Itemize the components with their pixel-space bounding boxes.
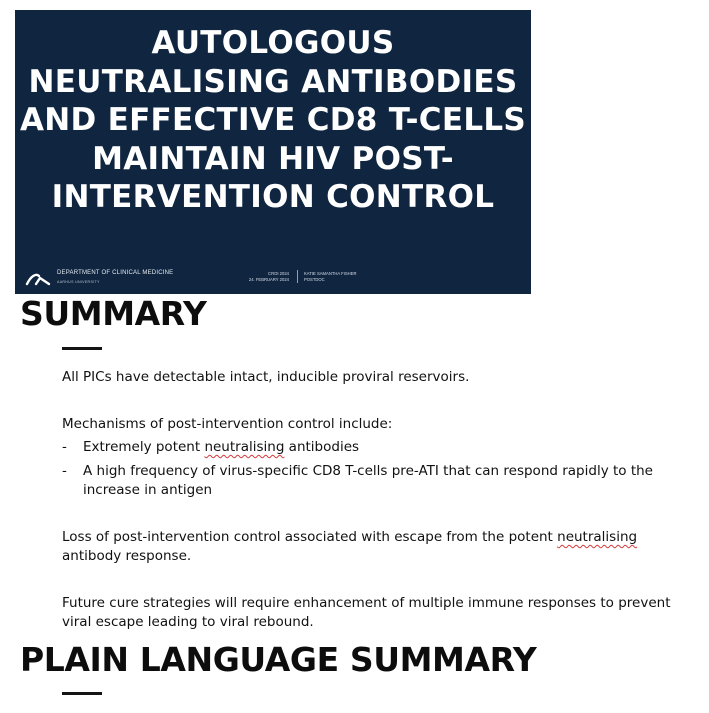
summary-heading: SUMMARY: [20, 294, 207, 333]
spellcheck-flagged-word: neutralising: [557, 529, 638, 545]
department-label: DEPARTMENT OF CLINICAL MEDICINE: [57, 270, 174, 276]
list-item: [62, 462, 697, 500]
mechanisms-list: [62, 438, 697, 505]
slide-title: AUTOLOGOUS NEUTRALISING ANTIBODIES AND EFFECTIVE CD8 T-CELLS MAINTAIN HIV POST- INTERVENTION CONTROL: [19, 25, 527, 215]
list-item: [62, 438, 697, 457]
paragraph-text-before: Loss of post-intervention control associated with escape from the potent: [62, 529, 558, 545]
summary-paragraph-future: Future cure strategies will require enhancement of multiple immune responses to prevent viral escape leading to viral rebound.: [62, 595, 671, 630]
bullet-text: A high frequency of virus-specific CD8 T-cells pre-ATI that can respond rapidly to the increase in antigen: [83, 463, 653, 498]
presenter-name: KATIE SAMANTHA FISHER: [304, 271, 357, 276]
spellcheck-flagged-word: neutralising: [204, 439, 285, 455]
conference-info: [249, 271, 289, 283]
bullet-dash: -: [62, 463, 67, 479]
slide-footer: [15, 269, 531, 289]
university-label: AARHUS UNIVERSITY: [57, 280, 100, 284]
bullet-dash: -: [62, 439, 67, 455]
presenter-role: POSTDOC: [304, 277, 325, 282]
title-slide: [15, 10, 531, 294]
summary-heading-rule: [62, 347, 102, 350]
presenter-info: [304, 271, 357, 283]
footer-divider: [297, 270, 298, 283]
conference-date: 24. FEBRUARY 2024: [248, 277, 289, 282]
bullet-text-before: Extremely potent: [83, 439, 205, 455]
paragraph-text-after: antibody response.: [62, 548, 192, 564]
bullet-text-after: antibodies: [284, 439, 360, 455]
conference-name: CROI 2024: [268, 271, 289, 276]
plain-language-heading: PLAIN LANGUAGE SUMMARY: [20, 640, 537, 679]
summary-paragraph-escape: [62, 528, 697, 566]
summary-paragraph-mechanisms: Mechanisms of post-intervention control include:: [62, 416, 393, 432]
plain-language-heading-rule: [62, 692, 102, 695]
aarhus-university-logo-icon: [25, 270, 51, 286]
summary-paragraph-reservoirs: All PICs have detectable intact, inducible proviral reservoirs.: [62, 369, 470, 385]
